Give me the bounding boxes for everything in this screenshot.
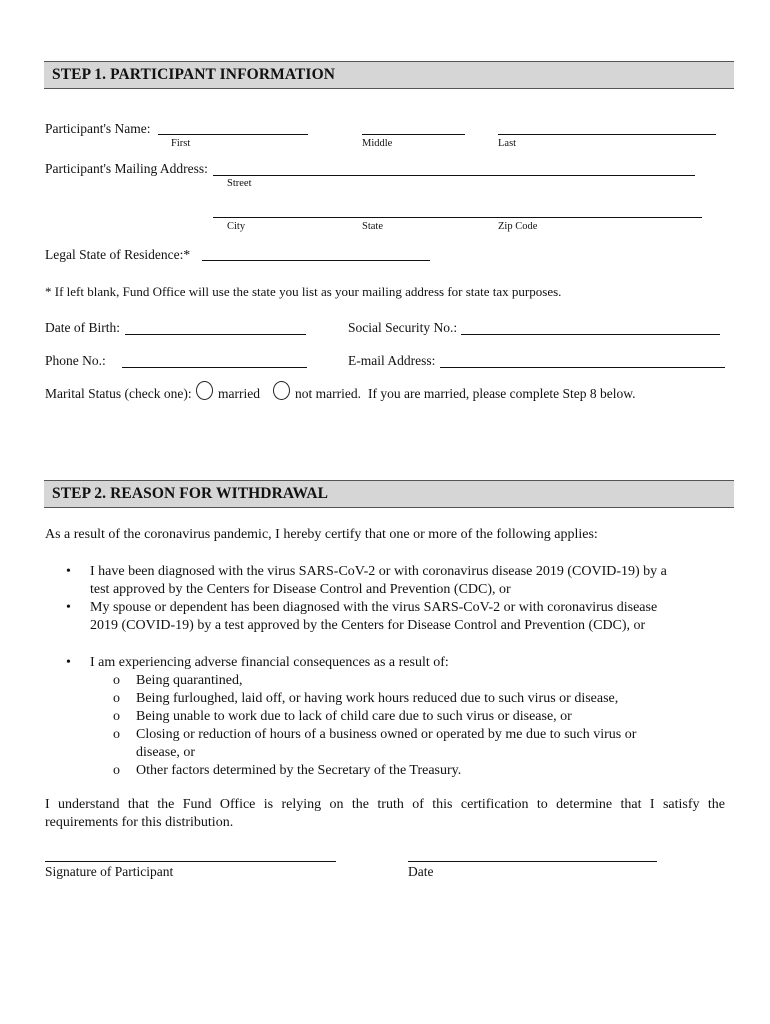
- signature-label: Signature of Participant: [45, 864, 174, 879]
- sub-bullet-2-marker: o: [113, 691, 120, 706]
- bullet-2-line1: My spouse or dependent has been diagnosed with the virus SARS-CoV-2 or with coronavirus disease: [90, 600, 658, 615]
- sub-bullet-1-text: Being quarantined,: [136, 673, 243, 688]
- bullet-1-line1: I have been diagnosed with the virus SARS-CoV-2 or with coronavirus disease 2019 (COVID-19) by a: [90, 564, 667, 579]
- street-caption: Street: [227, 178, 252, 189]
- sub-bullet-1-marker: o: [113, 673, 120, 688]
- date-field[interactable]: [408, 861, 657, 862]
- step2-title: STEP 2. REASON FOR WITHDRAWAL: [52, 485, 329, 502]
- marital-status-label: Marital Status (check one):: [45, 386, 192, 401]
- participant-name-label: Participant's Name:: [45, 121, 151, 136]
- city-caption: City: [227, 221, 246, 232]
- married-radio[interactable]: [196, 381, 213, 400]
- step1-title: STEP 1. PARTICIPANT INFORMATION: [52, 66, 336, 83]
- bullet-1-marker: •: [66, 564, 71, 579]
- dob-label: Date of Birth:: [45, 320, 120, 335]
- marital-note: If you are married, please complete Step 8 below.: [368, 386, 636, 401]
- step1-header: [44, 61, 734, 89]
- certification-line2: requirements for this distribution.: [45, 815, 234, 830]
- phone-field[interactable]: [122, 367, 307, 368]
- sub-bullet-4-marker: o: [113, 727, 120, 742]
- sub-bullet-4-line2: disease, or: [136, 745, 196, 760]
- street-field[interactable]: [213, 175, 695, 176]
- not-married-label: not married.: [295, 386, 361, 401]
- step2-intro: As a result of the coronavirus pandemic, I hereby certify that one or more of the following applies:: [45, 527, 598, 542]
- bullet-1-line2: test approved by the Centers for Disease Control and Prevention (CDC), or: [90, 582, 511, 597]
- first-name-field[interactable]: [158, 134, 308, 135]
- residence-note: * If left blank, Fund Office will use the state you list as your mailing address for state tax purposes.: [45, 284, 562, 299]
- sub-bullet-3-marker: o: [113, 709, 120, 724]
- residence-label: Legal State of Residence:*: [45, 247, 191, 262]
- middle-caption: Middle: [362, 138, 393, 149]
- certification-line1: I understand that the Fund Office is relying on the truth of this certification to determine that I satisfy the: [45, 797, 725, 812]
- ssn-field[interactable]: [461, 334, 720, 335]
- first-caption: First: [171, 138, 191, 149]
- state-caption: State: [362, 221, 383, 232]
- sub-bullet-5-marker: o: [113, 763, 120, 778]
- bullet-2-marker: •: [66, 600, 71, 615]
- email-label: E-mail Address:: [348, 353, 436, 368]
- middle-name-field[interactable]: [362, 134, 465, 135]
- last-name-field[interactable]: [498, 134, 716, 135]
- zip-caption: Zip Code: [498, 221, 538, 232]
- ssn-label: Social Security No.:: [348, 320, 458, 335]
- bullet-3-marker: •: [66, 655, 71, 670]
- date-label: Date: [408, 864, 434, 879]
- mailing-address-label: Participant's Mailing Address:: [45, 161, 208, 176]
- residence-field[interactable]: [202, 260, 430, 261]
- phone-label: Phone No.:: [45, 353, 106, 368]
- bullet-2-line2: 2019 (COVID-19) by a test approved by the Centers for Disease Control and Prevention (CDC), or: [90, 618, 646, 633]
- married-label: married: [218, 386, 260, 401]
- last-caption: Last: [498, 138, 517, 149]
- dob-field[interactable]: [125, 334, 306, 335]
- sub-bullet-3-text: Being unable to work due to lack of child care due to such virus or disease, or: [136, 709, 572, 724]
- sub-bullet-4-line1: Closing or reduction of hours of a business owned or operated by me due to such virus or: [136, 727, 637, 742]
- bullet-3-text: I am experiencing adverse financial consequences as a result of:: [90, 655, 449, 670]
- step2-header: [44, 480, 734, 508]
- email-field[interactable]: [440, 367, 725, 368]
- sub-bullet-2-text: Being furloughed, laid off, or having work hours reduced due to such virus or disease,: [136, 691, 619, 706]
- signature-field[interactable]: [45, 861, 336, 862]
- not-married-radio[interactable]: [273, 381, 290, 400]
- sub-bullet-5-text: Other factors determined by the Secretary of the Treasury.: [136, 763, 462, 778]
- city-state-zip-field[interactable]: [213, 217, 702, 218]
